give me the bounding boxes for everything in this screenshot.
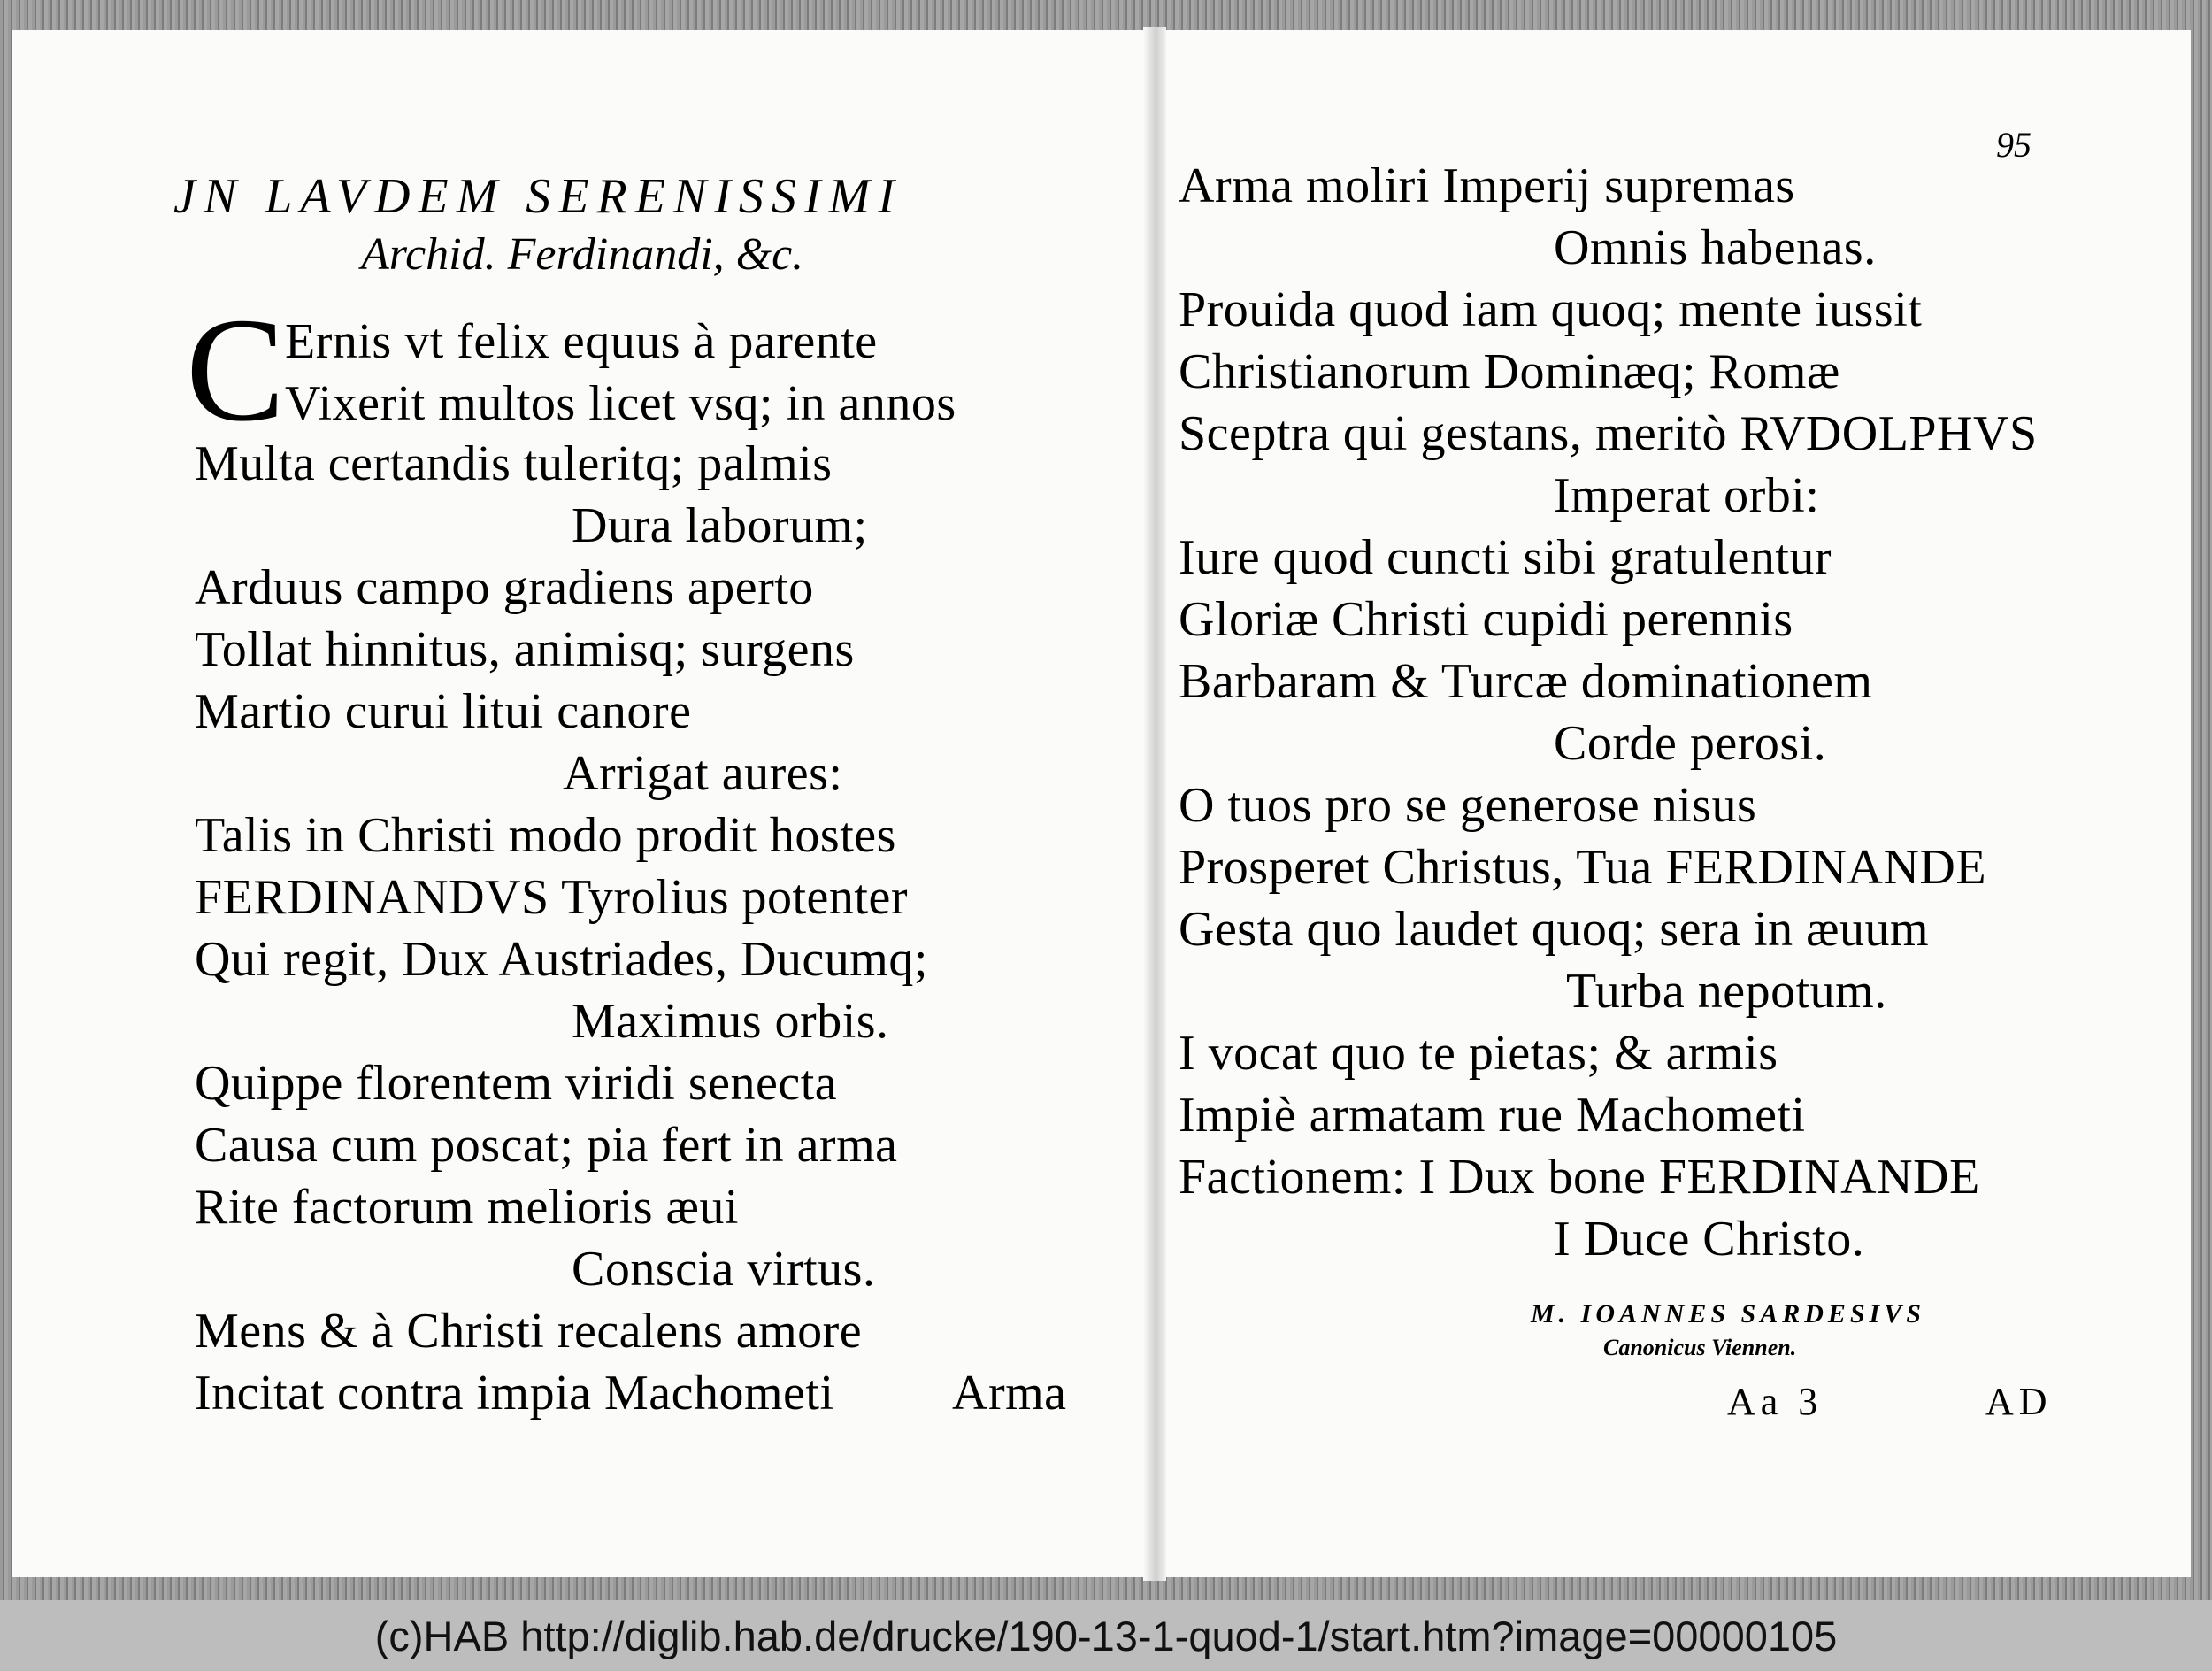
poem-line: Factionem: I Dux bone FERDINANDE: [1179, 1150, 1980, 1205]
poem-line: Martio curui litui canore: [195, 684, 692, 739]
poem-line: Barbaram & Turcæ dominationem: [1179, 654, 1873, 709]
poem-line: Iure quod cuncti sibi gratulentur: [1179, 530, 1832, 585]
poem-line: Incitat contra impia Machometi: [195, 1366, 834, 1421]
poem-line: Mens & à Christi recalens amore: [195, 1304, 863, 1359]
poem-line: Impiè armatam rue Machometi: [1179, 1088, 1806, 1143]
poem-line: Gesta quo laudet quoq; sera in æuum: [1179, 902, 1930, 957]
poem-line: Dura laborum;: [572, 498, 868, 553]
signature-mark: Aa 3: [1727, 1380, 1824, 1423]
poem-line: Maximus orbis.: [572, 994, 889, 1049]
poem-line: Turba nepotum.: [1566, 964, 1887, 1019]
author-title: Canonicus Viennen.: [1603, 1335, 1797, 1360]
poem-line: Talis in Christi modo prodit hostes: [195, 808, 896, 863]
catch-word: Arma: [952, 1366, 1067, 1421]
book-gutter: [1143, 27, 1166, 1581]
poem-heading: JN LAVDEM SERENISSIMI: [173, 169, 902, 224]
catchword: AD: [1985, 1380, 2053, 1423]
poem-subheading: Archid. Ferdinandi, &c.: [361, 229, 804, 280]
author-name: M. IOANNES SARDESIVS: [1531, 1299, 1925, 1328]
poem-line: Arrigat aures:: [563, 746, 843, 801]
copyright-footer: [0, 1600, 2212, 1671]
poem-line: Omnis habenas.: [1554, 220, 1877, 275]
poem-line: Ernis vt felix equus à parente: [285, 314, 878, 369]
poem-line: Sceptra qui gestans, meritò RVDOLPHVS: [1179, 406, 2038, 461]
poem-line: Arma moliri Imperij supremas: [1179, 158, 1795, 213]
poem-line: Gloriæ Christi cupidi perennis: [1179, 592, 1793, 647]
poem-line: FERDINANDVS Tyrolius potenter: [195, 870, 908, 925]
poem-line: Prosperet Christus, Tua FERDINANDE: [1179, 840, 1987, 895]
poem-line: I vocat quo te pietas; & armis: [1179, 1026, 1778, 1081]
poem-line: Tollat hinnitus, animisq; surgens: [195, 622, 855, 677]
poem-line: Qui regit, Dux Austriades, Ducumq;: [195, 932, 928, 987]
poem-line: Christianorum Dominæq; Romæ: [1179, 344, 1840, 399]
page-number: 95: [1996, 125, 2032, 165]
poem-line: Rite factorum melioris æui: [195, 1180, 739, 1235]
poem-line: Causa cum poscat; pia fert in arma: [195, 1118, 898, 1173]
poem-line: O tuos pro se generose nisus: [1179, 778, 1757, 833]
poem-line: Corde perosi.: [1554, 716, 1827, 771]
footer-text: (c)HAB http://diglib.hab.de/drucke/190-13-1-quod-1/start.htm?image=00000105: [374, 1612, 1838, 1659]
poem-line: Conscia virtus.: [572, 1242, 876, 1297]
poem-line: Multa certandis tuleritq; palmis: [195, 436, 833, 491]
poem-line: I Duce Christo.: [1554, 1212, 1865, 1267]
poem-line: Prouida quod iam quoq; mente iussit: [1179, 282, 1923, 337]
poem-line: Vixerit multos licet vsq; in annos: [285, 376, 956, 431]
drop-capital: C: [186, 288, 286, 452]
poem-line: Quippe florentem viridi senecta: [195, 1056, 838, 1111]
poem-line: Imperat orbi:: [1554, 468, 1820, 523]
poem-line: Arduus campo gradiens aperto: [195, 560, 814, 615]
